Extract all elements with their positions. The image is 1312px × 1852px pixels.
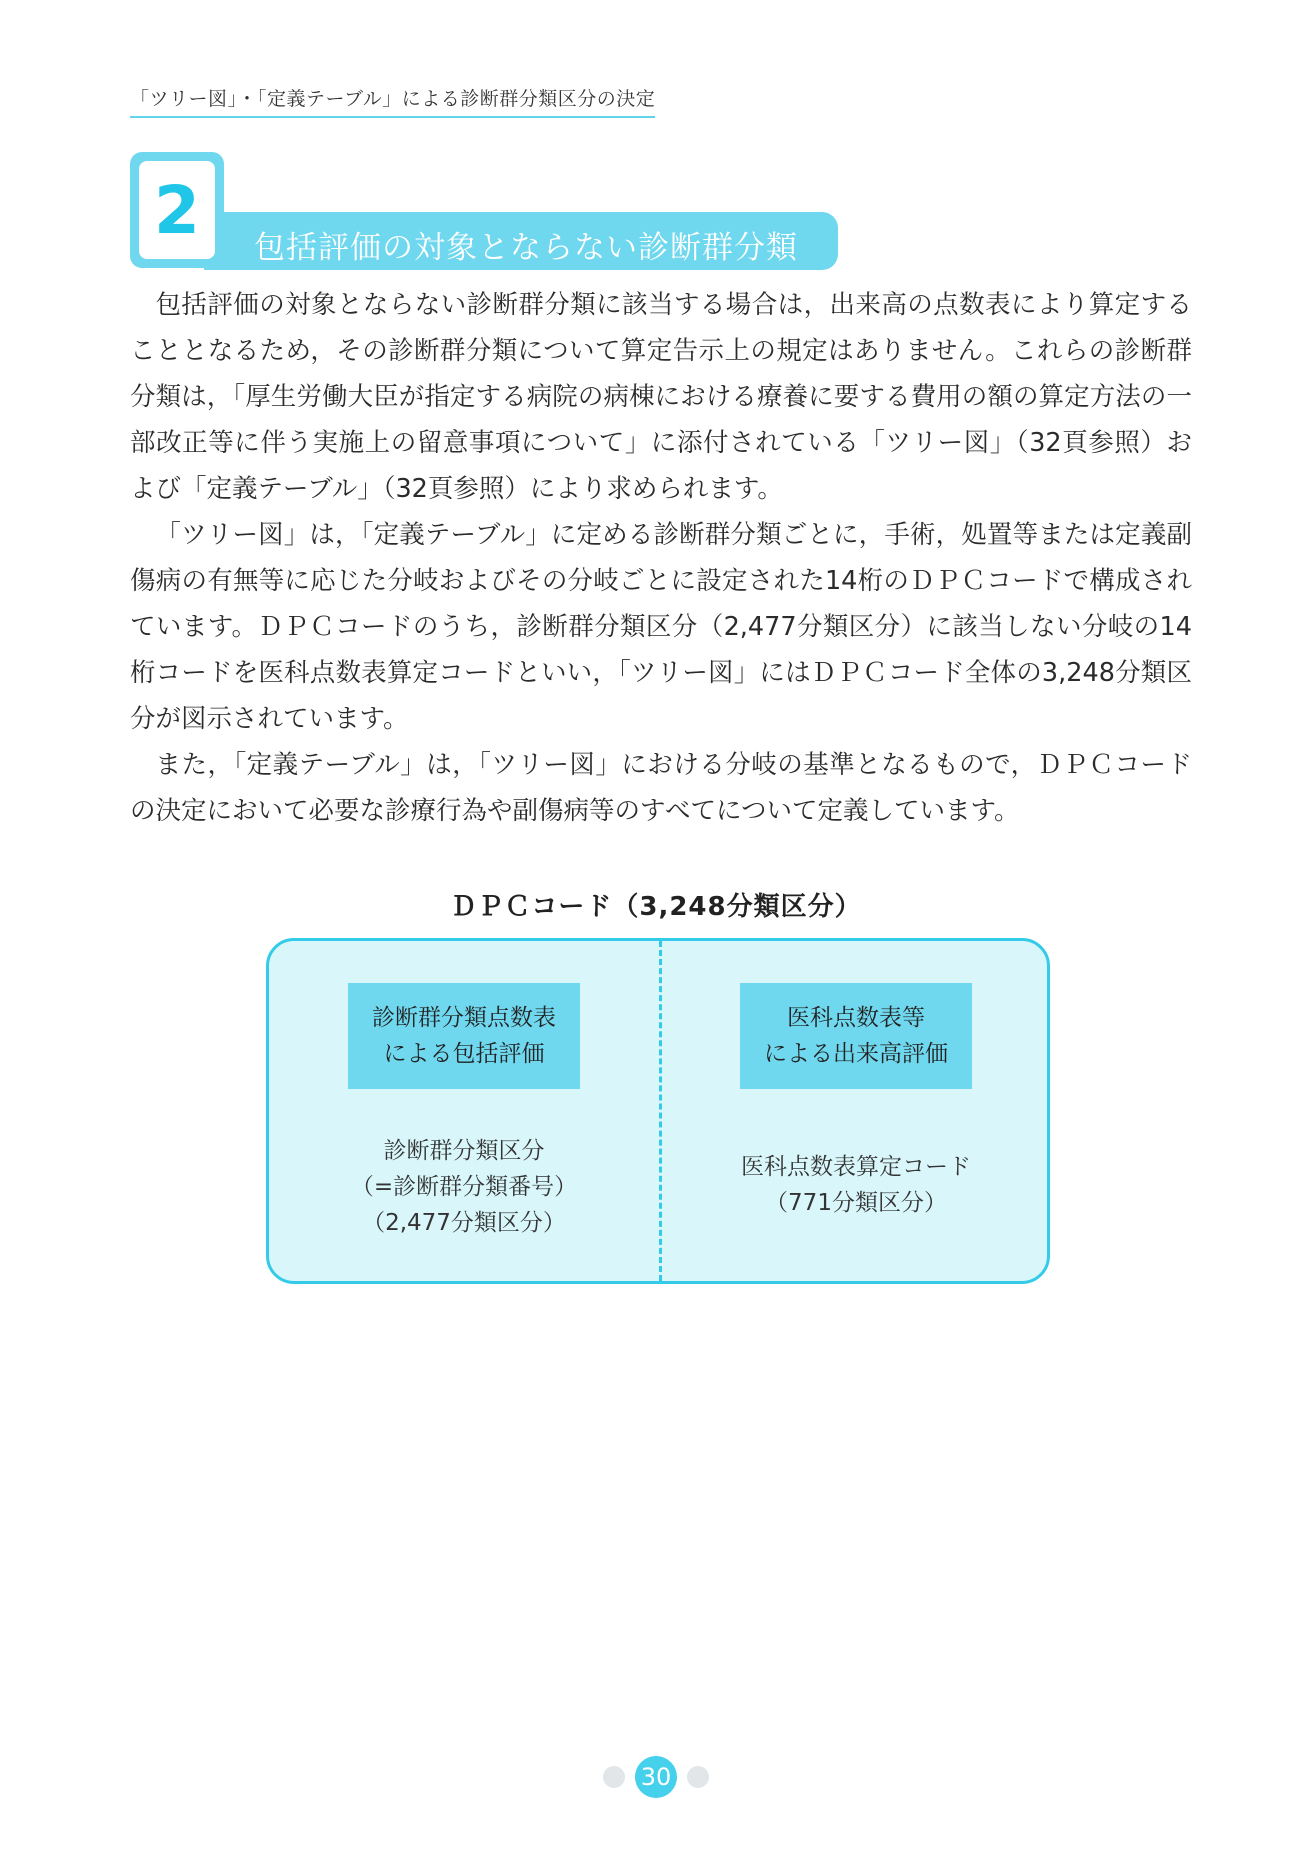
section-number: 2 <box>139 161 215 259</box>
decorative-dot-icon <box>603 1766 625 1788</box>
inclusive-evaluation-label <box>348 983 580 1089</box>
medical-fee-code-caption <box>699 1149 1013 1221</box>
diagnosis-group-caption <box>309 1133 619 1241</box>
caption-line: 医科点数表算定コード <box>741 1154 971 1180</box>
dashed-divider <box>659 941 662 1281</box>
paragraph: 包括評価の対象とならない診断群分類に該当する場合は，出来高の点数表により算定することとなるため，その診断群分類について算定告示上の規定はありません。これらの診断群分類は，「厚生労働大臣が指定する病院の病棟における療養に要する費用の額の算定方法の一部改正等に伴う実施上の留意事項について」に添付されている「ツリー図」（32頁参照）および「定義テーブル」（32頁参照）により求められます。 <box>130 290 1192 504</box>
page-number: 30 <box>635 1756 677 1798</box>
fee-for-service-label <box>740 983 972 1089</box>
body-text <box>130 282 1192 834</box>
section-title: 包括評価の対象とならない診断群分類 <box>254 230 798 266</box>
paragraph: 「ツリー図」は，「定義テーブル」に定める診断群分類ごとに，手術，処置等または定義副傷病の有無等に応じた分岐およびその分岐ごとに設定された14桁のＤＰＣコードで構成されています。ＤＰＣコードのうち，診断群分類区分（2,477分類区分）に該当しない分岐の14桁コードを医科点数表算定コードといい，「ツリー図」にはＤＰＣコード全体の3,248分類区分が図示されています。 <box>130 520 1192 734</box>
page-number-footer <box>0 1756 1312 1798</box>
caption-line: （=診断群分類番号） <box>350 1174 578 1200</box>
label-line: による出来高評価 <box>764 1041 948 1067</box>
diagram-title: ＤＰＣコード（3,248分類区分） <box>450 892 862 922</box>
paragraph: また，「定義テーブル」は，「ツリー図」における分岐の基準となるもので，ＤＰＣコードの決定において必要な診療行為や副傷病等のすべてについて定義しています。 <box>130 750 1192 826</box>
caption-line: （2,477分類区分） <box>362 1210 566 1236</box>
label-line: 医科点数表等 <box>787 1005 925 1031</box>
running-header: 「ツリー図」・「定義テーブル」による診断群分類区分の決定 <box>130 84 655 118</box>
decorative-dot-icon <box>687 1766 709 1788</box>
caption-line: （771分類区分） <box>765 1190 947 1216</box>
dpc-code-diagram <box>266 938 1050 1284</box>
section-title-bar <box>204 212 838 270</box>
label-line: 診断群分類点数表 <box>372 1005 556 1031</box>
label-line: による包括評価 <box>383 1041 545 1067</box>
section-number-badge <box>130 152 224 268</box>
caption-line: 診断群分類区分 <box>383 1138 545 1164</box>
